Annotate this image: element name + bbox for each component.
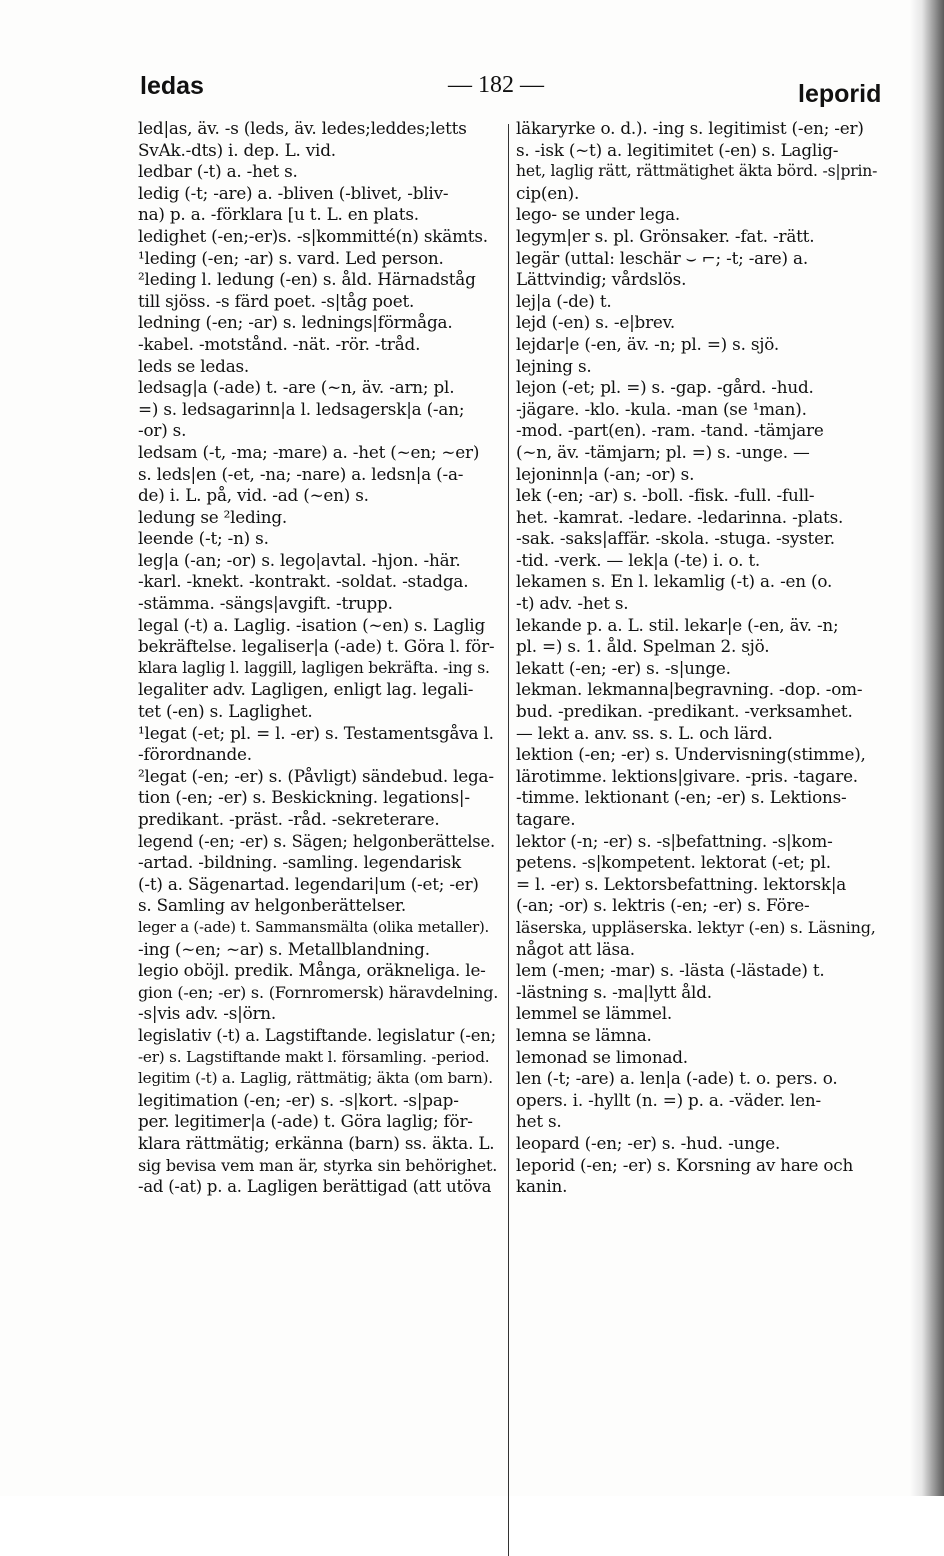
entry-line: lekatt (-en; -er) s. -s|unge. — [516, 657, 731, 678]
entry-line: klara laglig l. laggill, lagligen bekräfta. -ing s. — [138, 658, 490, 677]
entry-line: ledsag|a (-ade) t. -are (~n, äv. -arn; pl. — [138, 377, 455, 398]
entry-line: -or) s. — [138, 420, 187, 441]
entry-line: len (-t; -are) a. len|a (-ade) t. o. pers. o. — [516, 1068, 838, 1089]
entry-line: gion (-en; -er) s. (Fornromersk) häravdelning. — [138, 982, 498, 1002]
entry-line: läserska, uppläserska. lektyr (-en) s. Läsning, — [516, 917, 876, 937]
entry-line: = l. -er) s. Lektorsbefattning. lektorsk|a — [516, 873, 847, 894]
entry-line: ²legat (-en; -er) s. (Påvligt) sändebud. lega- — [138, 765, 494, 786]
entry-line: -jägare. -klo. -kula. -man (se ¹man). — [516, 398, 807, 419]
column-divider — [508, 124, 509, 1556]
entry-line: -ing (~en; ~ar) s. Metallblandning. — [138, 938, 430, 959]
entry-line: -förordnande. — [138, 744, 252, 765]
entry-line: ¹legat (-et; pl. = l. -er) s. Testamentsgåva l. — [138, 722, 494, 743]
entry-line: -kabel. -motstånd. -nät. -rör. -tråd. — [138, 333, 421, 354]
entry-line: leger a (-ade) t. Sammansmälta (olika metaller). — [138, 918, 490, 936]
page-edge-shadow — [910, 0, 944, 1496]
entry-line: ledig (-t; -are) a. -bliven (-blivet, -bliv- — [138, 182, 449, 203]
left-column — [138, 118, 498, 1198]
header-first-entry: ledas — [140, 72, 204, 100]
entry-line: leopard (-en; -er) s. -hud. -unge. — [516, 1132, 781, 1153]
entry-line: -er) s. Lagstiftande makt l. församling. -period. — [138, 1047, 490, 1066]
entry-line: tet (-en) s. Laglighet. — [138, 701, 313, 722]
entry-line: lej|a (-de) t. — [516, 290, 612, 311]
entry-line: ²leding l. ledung (-en) s. åld. Härnadståg — [138, 269, 476, 290]
entry-line: led|as, äv. -s (leds, äv. ledes;leddes;letts — [138, 118, 467, 138]
entry-line: legaliter adv. Lagligen, enligt lag. legali- — [138, 679, 474, 700]
entry-line: (-an; -or) s. lektris (-en; -er) s. Före- — [516, 895, 810, 916]
entry-line: läkaryrke o. d.). -ing s. legitimist (-en; -er) — [516, 118, 864, 138]
entry-line: het s. — [516, 1111, 562, 1132]
entry-line: — lekt a. anv. ss. s. L. och lärd. — [516, 722, 773, 743]
entry-line: -karl. -knekt. -kontrakt. -soldat. -stadga. — [138, 571, 469, 592]
entry-line: Lättvindig; vårdslös. — [516, 269, 687, 290]
entry-line: legitim (-t) a. Laglig, rättmätig; äkta (om barn). — [138, 1069, 493, 1088]
entry-line: tion (-en; -er) s. Beskickning. legations|- — [138, 787, 470, 808]
entry-line: legislativ (-t) a. Lagstiftande. legislatur (-en; — [138, 1025, 496, 1045]
entry-line: SvAk.-dts) i. dep. L. vid. — [138, 139, 336, 160]
entry-line: legal (-t) a. Laglig. -isation (~en) s. Laglig — [138, 614, 485, 635]
entry-line: lekamen s. En l. lekamlig (-t) a. -en (o. — [516, 571, 833, 592]
entry-line: legitimation (-en; -er) s. -s|kort. -s|pap- — [138, 1089, 459, 1110]
entry-line: lem (-men; -mar) s. -lästa (-lästade) t. — [516, 960, 825, 981]
entry-line: -ad (-at) p. a. Lagligen berättigad (att utöva — [138, 1177, 492, 1197]
entry-line: ledning (-en; -ar) s. lednings|förmåga. — [138, 312, 453, 333]
entry-line: -mod. -part(en). -ram. -tand. -tämjare — [516, 420, 824, 441]
entry-line: -s|vis adv. -s|örn. — [138, 1003, 277, 1024]
entry-line: lektion (-en; -er) s. Undervisning(stimme), — [516, 744, 866, 765]
entry-line: =) s. ledsagarinn|a l. ledsagersk|a (-an; — [138, 398, 465, 419]
entry-line: -timme. lektionant (-en; -er) s. Lektions- — [516, 787, 847, 808]
entry-line: het. -kamrat. -ledare. -ledarinna. -plats. — [516, 506, 844, 527]
entry-line: lejoninn|a (-an; -or) s. — [516, 463, 695, 484]
entry-line: ledbar (-t) a. -het s. — [138, 161, 298, 182]
entry-line: lejdar|e (-en, äv. -n; pl. =) s. sjö. — [516, 333, 779, 354]
entry-line: -stämma. -sängs|avgift. -trupp. — [138, 593, 393, 614]
entry-line: -tid. -verk. — lek|a (-te) i. o. t. — [516, 549, 761, 570]
entry-line: leporid (-en; -er) s. Korsning av hare och — [516, 1154, 854, 1175]
entry-line: pl. =) s. 1. åld. Spelman 2. sjö. — [516, 636, 770, 657]
right-column — [516, 118, 878, 1198]
entry-line: het, laglig rätt, rättmätighet äkta börd. -s|prin- — [516, 162, 878, 181]
entry-line: s. -isk (~t) a. legitimitet (-en) s. Laglig- — [516, 139, 839, 160]
entry-line: de) i. L. på, vid. -ad (~en) s. — [138, 485, 369, 506]
entry-line: lejd (-en) s. -e|brev. — [516, 312, 676, 333]
entry-line: ledung se ²leding. — [138, 506, 288, 527]
entry-line: s. leds|en (-et, -na; -nare) a. ledsn|a (-a- — [138, 463, 464, 484]
entry-line: kanin. — [516, 1176, 568, 1197]
header-last-entry: leporid — [798, 80, 882, 108]
entry-line: per. legitimer|a (-ade) t. Göra laglig; för- — [138, 1111, 473, 1132]
entry-line: tagare. — [516, 809, 576, 829]
entry-line: leg|a (-an; -or) s. lego|avtal. -hjon. -här. — [138, 549, 461, 570]
entry-line: klara rättmätig; erkänna (barn) ss. äkta. L. — [138, 1132, 495, 1153]
entry-line: lemna se lämna. — [516, 1024, 652, 1045]
entry-line: na) p. a. -förklara [u t. L. en plats. — [138, 204, 419, 225]
entry-line: lekman. lekmanna|begravning. -dop. -om- — [516, 679, 863, 700]
entry-line: något att läsa. — [516, 938, 635, 959]
entry-line: petens. -s|kompetent. lektorat (-et; pl. — [516, 852, 831, 873]
entry-line: sig bevisa vem man är, styrka sin behörighet. — [138, 1155, 498, 1175]
entry-line: leds se ledas. — [138, 355, 250, 376]
entry-line: predikant. -präst. -råd. -sekreterare. — [138, 809, 440, 829]
entry-line: lejning s. — [516, 355, 592, 376]
entry-line: legym|er s. pl. Grönsaker. -fat. -rätt. — [516, 225, 815, 246]
entry-line: (-t) a. Sägenartad. legendari|um (-et; -er) — [138, 873, 479, 894]
entry-line: ¹leding (-en; -ar) s. vard. Led person. — [138, 247, 444, 268]
entry-line: ledighet (-en;-er)s. -s|kommitté(n) skämts. — [138, 225, 488, 246]
entry-line: ledsam (-t, -ma; -mare) a. -het (~en; ~er) — [138, 441, 480, 462]
entry-line: lektor (-n; -er) s. -s|befattning. -s|kom- — [516, 830, 833, 851]
entry-line: bekräftelse. legaliser|a (-ade) t. Göra l. för- — [138, 636, 495, 657]
entry-line: bud. -predikan. -predikant. -verksamhet. — [516, 701, 853, 722]
entry-line: -t) adv. -het s. — [516, 593, 629, 614]
entry-line: legend (-en; -er) s. Sägen; helgonberättelse. — [138, 831, 495, 851]
entry-line: till sjöss. -s färd poet. -s|tåg poet. — [138, 290, 415, 311]
entry-line: lejon (-et; pl. =) s. -gap. -gård. -hud. — [516, 377, 814, 398]
entry-line: -sak. -saks|affär. -skola. -stuga. -syster. — [516, 528, 835, 549]
entry-line: opers. i. -hyllt (n. =) p. a. -väder. len- — [516, 1089, 821, 1110]
entry-line: lego- se under lega. — [516, 204, 681, 225]
entry-line: legio oböjl. predik. Många, oräkneliga. le- — [138, 960, 486, 981]
entry-line: s. Samling av helgonberättelser. — [138, 895, 407, 916]
entry-line: (~n, äv. -tämjarn; pl. =) s. -unge. — — [516, 441, 810, 462]
entry-line: -artad. -bildning. -samling. legendarisk — [138, 852, 461, 873]
entry-line: lekande p. a. L. stil. lekar|e (-en, äv. -n; — [516, 614, 839, 635]
entry-line: lärotimme. lektions|givare. -pris. -tagare. — [516, 765, 858, 786]
entry-line: lek (-en; -ar) s. -boll. -fisk. -full. -full- — [516, 485, 815, 506]
entry-line: leende (-t; -n) s. — [138, 528, 269, 549]
entry-line: lemonad se limonad. — [516, 1046, 688, 1067]
entry-line: -lästning s. -ma|lytt åld. — [516, 981, 712, 1002]
entry-line: cip(en). — [516, 182, 580, 203]
entry-line: legär (uttal: leschär ⌣ ⌐; -t; -are) a. — [516, 247, 808, 268]
entry-line: lemmel se lämmel. — [516, 1003, 673, 1024]
page-number: — 182 — — [448, 72, 544, 98]
